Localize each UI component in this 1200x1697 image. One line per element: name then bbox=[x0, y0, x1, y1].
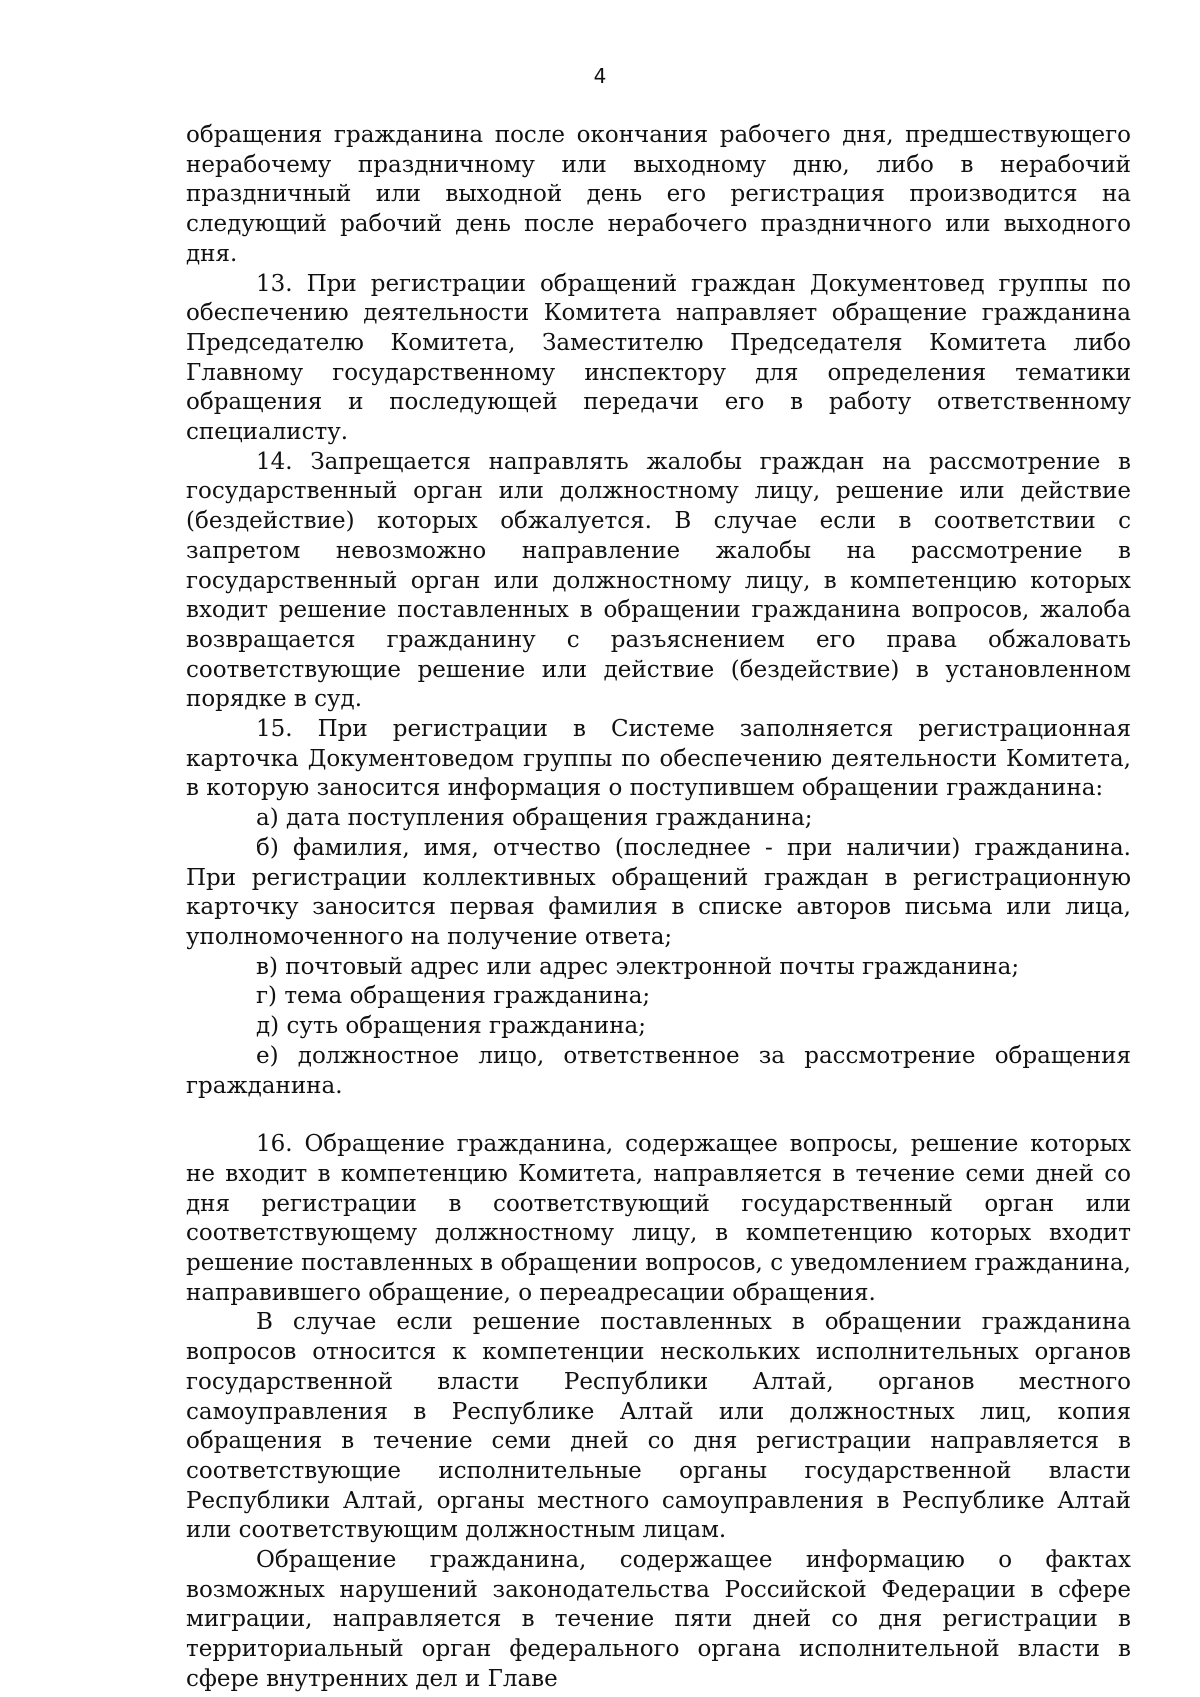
list-item-b: б) фамилия, имя, отчество (последнее - при наличии) гражданина. При регистрации коллективных обращений граждан в регистрационную карточку заносится первая фамилия в списке авторов письма или лица, уполномоченного на получение ответа; bbox=[186, 834, 1131, 950]
list-item-e: е) должностное лицо, ответственное за рассмотрение обращения гражданина. bbox=[186, 1042, 1131, 1099]
paragraph-14: 14. Запрещается направлять жалобы граждан на рассмотрение в государственный орган или должностному лицу, решение или действие (бездействие) которых обжалуется. В случае если в соответствии с запретом невозможно направление жалобы на рассмотрение в государственный орган или должностному лицу, в компетенцию которых входит решение поставленных в обращении гражданина вопросов, жалоба возвращается гражданину с разъяснением его права обжаловать соответствующие решение или действие (бездействие) в установленном порядке в суд. bbox=[186, 448, 1131, 713]
list-item-v: в) почтовый адрес или адрес электронной почты гражданина; bbox=[256, 953, 1020, 980]
paragraph-13: 13. При регистрации обращений граждан Документовед группы по обеспечению деятельности Комитета направляет обращение гражданина Председателю Комитета, Заместителю Председателя Комитета либо Главному государственному инспектору для определения тематики обращения и последующей передачи его в работу ответственному специалисту. bbox=[186, 270, 1131, 446]
paragraph-16: 16. Обращение гражданина, содержащее вопросы, решение которых не входит в компетенцию Комитета, направляется в течение семи дней со дня регистрации в соответствующий государственный орган или соответствующему должностному лицу, в компетенцию которых входит решение поставленных в обращении вопросов, с уведомлением гражданина, направившего обращение, о переадресации обращения. bbox=[186, 1131, 1131, 1306]
document-body bbox=[186, 121, 1131, 1695]
list-item-g: г) тема обращения гражданина; bbox=[256, 983, 651, 1010]
list-item-d: д) суть обращения гражданина; bbox=[256, 1013, 646, 1040]
paragraph-migration: Обращение гражданина, содержащее информацию о фактах возможных нарушений законодательства Российской Федерации в сфере миграции, направляется в течение пяти дней со дня регистрации в территориальный орган федерального органа исполнительной власти в сфере внутренних дел и Главе bbox=[186, 1547, 1131, 1692]
list-item-a: а) дата поступления обращения гражданина; bbox=[256, 805, 813, 832]
paragraph-15: 15. При регистрации в Системе заполняется регистрационная карточка Документоведом группы по обеспечению деятельности Комитета, в которую заносится информация о поступившем обращении гражданина: bbox=[186, 716, 1131, 802]
paragraph-continuation: обращения гражданина после окончания рабочего дня, предшествующего нерабочему праздничному или выходному дню, либо в нерабочий праздничный или выходной день его регистрация производится на следующий рабочий день после нерабочего праздничного или выходного дня. bbox=[186, 122, 1131, 267]
paragraph-16-continued: В случае если решение поставленных в обращении гражданина вопросов относится к компетенции нескольких исполнительных органов государственной власти Республики Алтай, органов местного самоуправления в Республике Алтай или должностных лиц, копия обращения в течение семи дней со дня регистрации направляется в соответствующие исполнительные органы государственной власти Республики Алтай, органы местного самоуправления в Республике Алтай или соответствующим должностным лицам. bbox=[186, 1309, 1131, 1544]
page-number: 4 bbox=[593, 64, 607, 88]
